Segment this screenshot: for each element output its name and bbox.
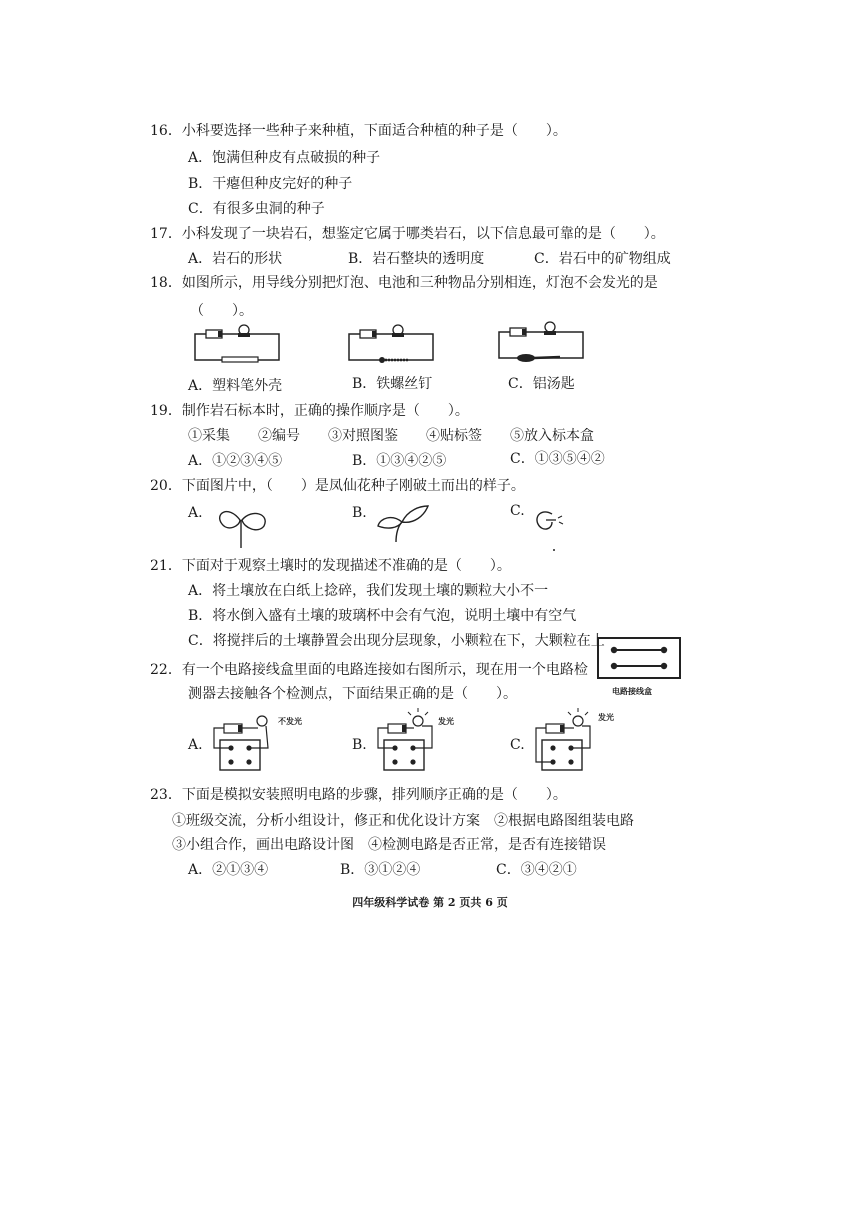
q20-seedling-c-figure (530, 504, 570, 554)
q22-stem-continued: 测器去接触各个检测点，下面结果正确的是（ ）。 (188, 686, 517, 702)
q23-steps-line1: ①班级交流，分析小组设计，修正和优化设计方案 ②根据电路图组装电路 (172, 813, 634, 829)
q19-option-c: C．①③⑤④② (510, 451, 605, 467)
q23-option-c: C．③④②① (496, 862, 577, 878)
q16-option-a: A．饱满但种皮有点破损的种子 (188, 150, 381, 166)
q22-tester-c-figure (528, 706, 600, 774)
q23-option-b: B．③①②④ (340, 862, 421, 878)
q20-option-b: B. (352, 505, 367, 521)
q20-seedling-a-figure (212, 500, 272, 552)
q18-circuit-c-figure (496, 318, 588, 364)
q20-option-a: A. (188, 505, 203, 521)
q18-stem: 18．如图所示，用导线分别把灯泡、电池和三种物品分别相连，灯泡不会发光的是 (150, 275, 658, 291)
q23-option-a: A．②①③④ (188, 862, 269, 878)
q19-steps: ①采集 ②编号 ③对照图鉴 ④贴标签 ⑤放入标本盒 (188, 428, 594, 444)
q18-stem-continued: （ ）。 (190, 303, 253, 319)
q18-option-c: C．铝汤匙 (508, 376, 575, 392)
q20-stem: 20．下面图片中，（ ）是凤仙花种子刚破土而出的样子。 (150, 478, 525, 494)
q21-option-a: A．将土壤放在白纸上捻碎，我们发现土壤的颗粒大小不一 (188, 583, 549, 599)
q22-tag-c: 发光 (598, 712, 614, 722)
q20-option-c: C. (510, 503, 525, 519)
q22-option-b: B. (352, 737, 367, 753)
q17-option-b: B．岩石整块的透明度 (348, 251, 485, 267)
q22-option-a: A. (188, 737, 203, 753)
q18-option-a: A．塑料笔外壳 (188, 378, 283, 394)
q23-stem: 23．下面是模拟安装照明电路的步骤，排列顺序正确的是（ ）。 (150, 787, 567, 803)
q19-stem: 19．制作岩石标本时，正确的操作顺序是（ ）。 (150, 403, 469, 419)
q21-option-c: C．将搅拌后的土壤静置会出现分层现象，小颗粒在下，大颗粒在上 (188, 633, 605, 649)
q22-box-label: 电路接线盒 (612, 686, 652, 696)
q22-junction-box-figure (596, 636, 682, 680)
q21-option-b: B．将水倒入盛有土壤的玻璃杯中会有气泡，说明土壤中有空气 (188, 608, 577, 624)
q23-steps-line2: ③小组合作，画出电路设计图 ④检测电路是否正常，是否有连接错误 (172, 837, 606, 853)
q17-stem: 17．小科发现了一块岩石，想鉴定它属于哪类岩石，以下信息最可靠的是（ ）。 (150, 226, 665, 242)
q18-option-b: B．铁螺丝钉 (352, 376, 433, 392)
q17-option-c: C．岩石中的矿物组成 (534, 251, 671, 267)
q18-circuit-b-figure (346, 322, 436, 364)
q21-stem: 21．下面对于观察土壤时的发现描述不准确的是（ ）。 (150, 558, 511, 574)
q16-option-b: B．干瘪但种皮完好的种子 (188, 176, 353, 192)
q22-tester-b-figure (370, 706, 442, 774)
page-footer: 四年级科学试卷 第 2 页共 6 页 (352, 896, 508, 909)
q20-seedling-b-figure (372, 500, 432, 546)
q22-tester-a-figure (206, 712, 278, 774)
q17-option-a: A．岩石的形状 (188, 251, 283, 267)
q19-option-b: B．①③④②⑤ (352, 453, 447, 469)
q16-stem: 16．小科要选择一些种子来种植，下面适合种植的种子是（ ）。 (150, 123, 567, 139)
q22-tag-a: 不发光 (278, 716, 302, 726)
q22-option-c: C. (510, 737, 525, 753)
q19-option-a: A．①②③④⑤ (188, 453, 283, 469)
q16-option-c: C．有很多虫洞的种子 (188, 201, 325, 217)
q22-tag-b: 发光 (438, 716, 454, 726)
q22-stem: 22．有一个电路接线盒里面的电路连接如右图所示，现在用一个电路检 (150, 662, 588, 678)
q18-circuit-a-figure (192, 322, 282, 364)
